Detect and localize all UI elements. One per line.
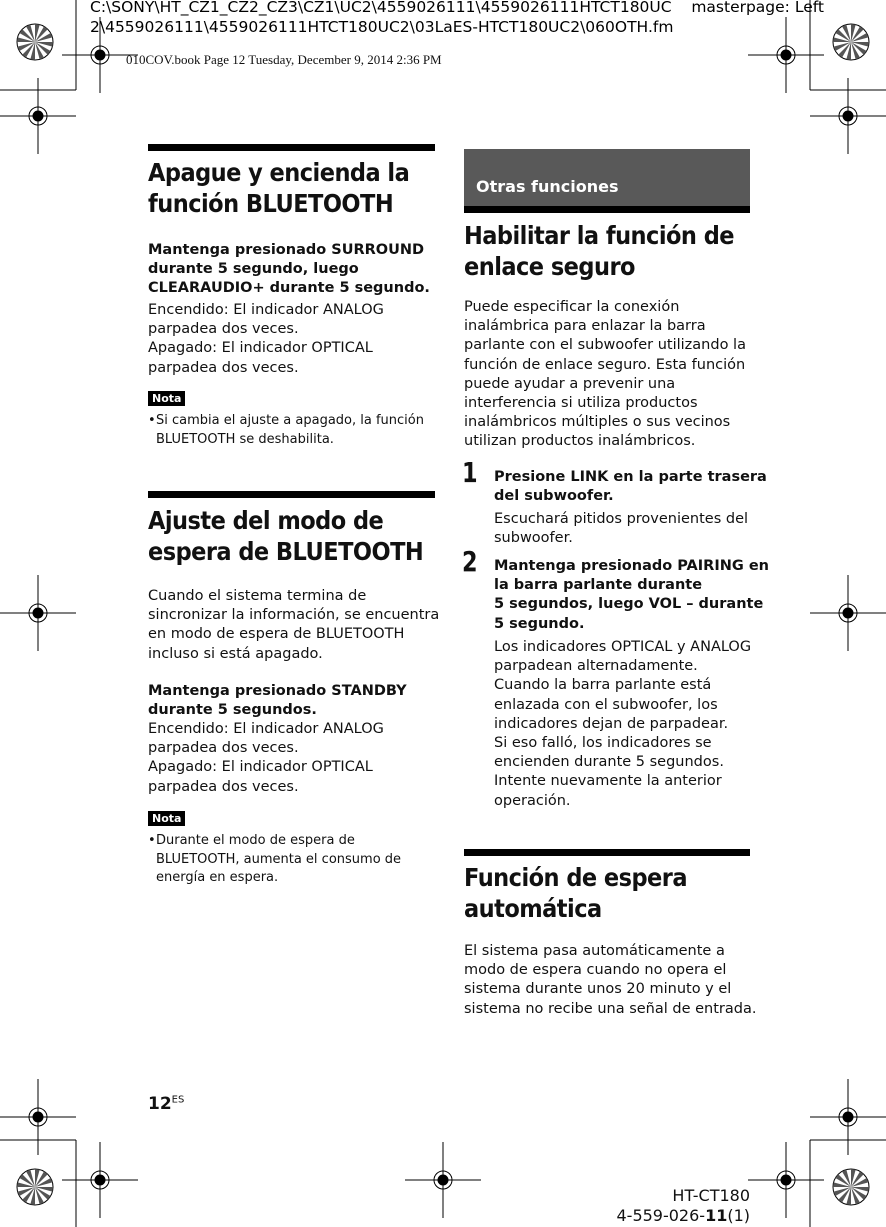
registration-mark-icon <box>748 1142 824 1218</box>
step-number: 2 <box>462 545 478 578</box>
section-rule <box>464 206 750 213</box>
instruction-standby: Mantenga presionado STANDBY durante 5 segundos. <box>148 683 407 719</box>
section-rule <box>464 849 750 856</box>
file-path <box>90 0 824 37</box>
section-title-secure-link: Habilitar la función de enlace seguro <box>464 221 734 281</box>
note-item: • Durante el modo de espera de BLUETOOTH, aumenta el consumo de energía en espera. <box>148 832 401 888</box>
registration-mark-icon <box>810 1079 886 1155</box>
chapter-tab-label: Otras funciones <box>476 177 619 196</box>
section-title-standby: Ajuste del modo de espera de BLUETOOTH <box>148 506 424 566</box>
model-number: HT-CT180 <box>672 1186 750 1205</box>
status-text: Encendido: El indicador ANALOG parpadea dos veces. Apagado: El indicador OPTICAL parpadea dos veces. <box>148 302 384 376</box>
registration-mark-icon <box>810 575 886 651</box>
registration-mark-icon <box>0 575 76 651</box>
step2-result: Los indicadores OPTICAL y ANALOG parpadean alternadamente. Cuando la barra parlante está enlazada con el subwoofer, los indicadores dejan de parpadear. Si eso falló, los indicadores se encienden durante 5 segundos. Intente nuevamente la anterior operación. <box>494 639 752 809</box>
secure-link-description: Puede especificar la conexión inalámbrica para enlazar la barra parlante con el subwoofer utilizando la función de enlace seguro. Esta función puede ayudar a prevenir una interferencia si utiliza productos inalámbricos múltiples o sus vecinos utilizan productos inalámbricos. <box>464 299 746 450</box>
color-target-icon <box>833 1169 869 1205</box>
file-path-line1: C:\SONY\HT_CZ1_CZ2_CZ3\CZ1\UC2\4559026111\4559026111HTCT180UC <box>90 0 672 16</box>
section-title-bluetooth: Apague y encienda la función BLUETOOTH <box>148 158 410 218</box>
status-text: Encendido: El indicador ANALOG parpadea dos veces. Apagado: El indicador OPTICAL parpadea dos veces. <box>148 721 384 795</box>
nota-badge: Nota <box>148 391 185 406</box>
registration-mark-icon <box>0 78 76 154</box>
color-target-icon <box>833 24 869 60</box>
section-rule <box>148 491 435 498</box>
registration-mark-icon <box>62 1142 138 1218</box>
file-path-line2: 2\4559026111\4559026111HTCT180UC2\03LaES-HTCT180UC2\060OTH.fm <box>90 18 674 36</box>
registration-mark-icon <box>810 78 886 154</box>
registration-mark-icon <box>0 1079 76 1155</box>
auto-standby-description: El sistema pasa automáticamente a modo de espera cuando no opera el sistema durante unos 20 minuto y el sistema no recibe una señal de entrada. <box>464 943 757 1017</box>
color-target-icon <box>17 24 53 60</box>
step2-instruction: Mantenga presionado PAIRING en la barra parlante durante 5 segundos, luego VOL – durante 5 segundo. <box>494 558 769 632</box>
masterpage-label: masterpage: Left <box>691 0 824 16</box>
color-target-icon <box>17 1169 53 1205</box>
step-number: 1 <box>462 456 478 489</box>
page-number: $12^{ES}$ <box>148 1094 185 1114</box>
nota-badge: Nota <box>148 811 185 826</box>
step1-result: Escuchará pitidos provenientes del subwoofer. <box>494 511 749 547</box>
step1-instruction: Presione LINK en la parte trasera del subwoofer. <box>494 469 767 505</box>
book-info: 010COV.book Page 12 Tuesday, December 9, 2014 2:36 PM <box>126 52 442 67</box>
chapter-tab <box>464 149 750 207</box>
note-item: • Si cambia el ajuste a apagado, la función BLUETOOTH se deshabilita. <box>148 412 424 449</box>
instruction-surround: Mantenga presionado SURROUND durante 5 segundo, luego CLEARAUDIO+ durante 5 segundo. <box>148 242 430 297</box>
section-title-auto-standby: Función de espera automática <box>464 863 687 923</box>
part-code: 4-559-026-11(1) <box>616 1206 750 1225</box>
registration-mark-icon <box>405 1142 481 1218</box>
standby-description: Cuando el sistema termina de sincronizar la información, se encuentra en modo de espera de BLUETOOTH incluso si está apagado. <box>148 588 440 662</box>
section-rule <box>148 144 435 151</box>
